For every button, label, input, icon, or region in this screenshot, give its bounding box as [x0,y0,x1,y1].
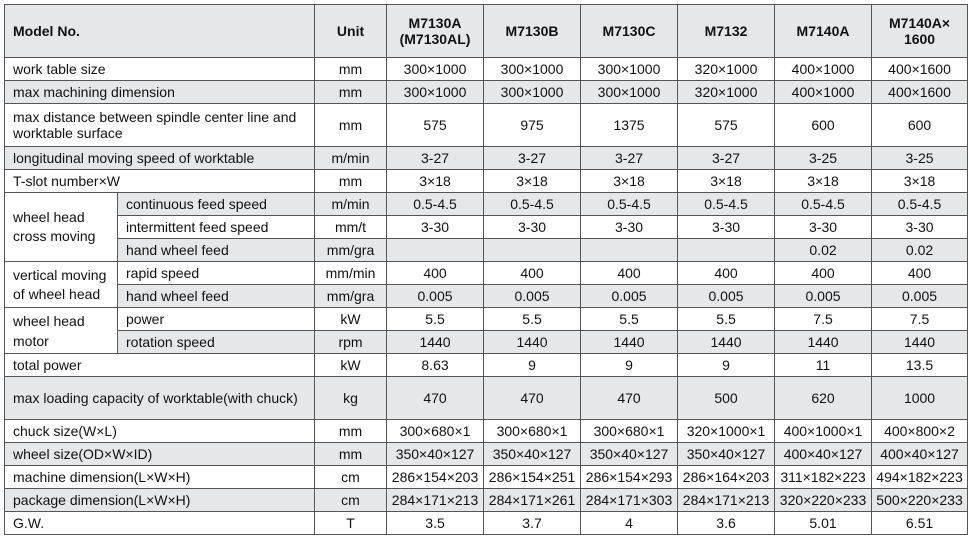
table-cell: 1440 [872,331,968,354]
table-cell: 7.5 [775,308,872,331]
table-cell: 284×171×213 [387,489,484,512]
table-cell: 3-30 [581,216,678,239]
table-row [5,466,968,489]
row-label: max loading capacity of worktable(with chuck) [5,377,315,420]
model-header [581,5,678,58]
table-cell: 9 [484,354,581,377]
table-cell: 3-25 [872,147,968,170]
unit-header: Unit [315,5,387,58]
table-cell: 9 [581,354,678,377]
table-cell: 300×1000 [484,81,581,104]
table-cell: 3-30 [678,216,775,239]
table-row [5,81,968,104]
table-row [5,58,968,81]
table-cell: 470 [387,377,484,420]
table-row [5,377,968,420]
row-unit: mm/gra [315,239,387,262]
row-label: T-slot number×W [5,170,315,193]
row-unit: rpm [315,331,387,354]
table-cell: 400 [581,262,678,285]
row-unit: m/min [315,193,387,216]
row-unit: kW [315,308,387,331]
table-cell: 3×18 [678,170,775,193]
row-unit: mm [315,170,387,193]
table-cell [678,239,775,262]
row-unit: m/min [315,147,387,170]
table-cell: 0.005 [678,285,775,308]
table-cell: 7.5 [872,308,968,331]
table-cell: 500×220×233 [872,489,968,512]
table-cell: 0.5-4.5 [872,193,968,216]
row-label: power [118,308,315,331]
table-cell: 0.02 [872,239,968,262]
table-cell: 470 [484,377,581,420]
table-cell: 284×171×261 [484,489,581,512]
row-label: G.W. [5,512,315,535]
model-header [484,5,581,58]
table-cell: 3-30 [484,216,581,239]
table-cell: 494×182×223 [872,466,968,489]
table-cell: 3.7 [484,512,581,535]
table-cell: 5.5 [678,308,775,331]
row-unit: mm/min [315,262,387,285]
table-cell: 286×154×203 [387,466,484,489]
row-label: chuck size(W×L) [5,420,315,443]
table-row [5,489,968,512]
table-row [5,104,968,147]
table-cell: 400 [775,262,872,285]
table-cell: 6.51 [872,512,968,535]
table-cell: 400×800×2 [872,420,968,443]
table-row [5,443,968,466]
table-cell: 300×1000 [581,58,678,81]
table-cell: 284×171×213 [678,489,775,512]
table-cell: 3-27 [678,147,775,170]
table-cell: 300×1000 [387,58,484,81]
table-cell: 0.5-4.5 [484,193,581,216]
table-cell: 400 [872,262,968,285]
table-cell: 3×18 [484,170,581,193]
table-cell: 350×40×127 [387,443,484,466]
table-cell: 400 [678,262,775,285]
table-cell: 3×18 [581,170,678,193]
table-cell: 400 [484,262,581,285]
table-cell: 1440 [484,331,581,354]
table-cell: 3-27 [484,147,581,170]
table-cell: 1440 [581,331,678,354]
model-header [775,5,872,58]
table-cell: 575 [387,104,484,147]
table-cell: 300×1000 [387,81,484,104]
model-header [387,5,484,58]
table-cell: 286×154×251 [484,466,581,489]
table-cell: 320×220×233 [775,489,872,512]
table-cell: 320×1000 [678,58,775,81]
table-cell: 3-30 [872,216,968,239]
table-cell: 400 [387,262,484,285]
table-cell: 3×18 [775,170,872,193]
row-label: rapid speed [118,262,315,285]
row-unit: kg [315,377,387,420]
table-cell: 400×1000 [775,58,872,81]
table-cell: 300×680×1 [484,420,581,443]
table-cell: 350×40×127 [581,443,678,466]
table-cell: 1000 [872,377,968,420]
table-row [5,308,968,331]
table-cell: 0.5-4.5 [775,193,872,216]
table-cell: 470 [581,377,678,420]
row-unit: mm [315,104,387,147]
row-unit: mm/t [315,216,387,239]
table-cell: 311×182×223 [775,466,872,489]
table-cell: 350×40×127 [484,443,581,466]
table-row [5,216,968,239]
table-cell: 400×1000×1 [775,420,872,443]
row-label: continuous feed speed [118,193,315,216]
table-cell: 0.005 [484,285,581,308]
table-row [5,262,968,285]
table-cell: 3-27 [581,147,678,170]
table-cell: 3.6 [678,512,775,535]
table-cell: 1375 [581,104,678,147]
model-no-header: Model No. [5,5,315,58]
table-row [5,193,968,216]
row-label: rotation speed [118,331,315,354]
table-cell: 3-27 [387,147,484,170]
table-cell: 1440 [387,331,484,354]
table-cell: 350×40×127 [678,443,775,466]
table-cell: 400×40×127 [872,443,968,466]
group-label: wheel head motor [5,308,118,354]
row-unit: kW [315,354,387,377]
table-cell: 5.5 [581,308,678,331]
table-cell: 11 [775,354,872,377]
table-cell: 300×1000 [581,81,678,104]
row-label: package dimension(L×W×H) [5,489,315,512]
table-row [5,512,968,535]
group-label: wheel head cross moving [5,193,118,262]
table-cell: 1440 [775,331,872,354]
table-cell: 320×1000 [678,81,775,104]
row-unit: mm [315,443,387,466]
table-row [5,239,968,262]
table-cell: 0.5-4.5 [581,193,678,216]
table-cell [484,239,581,262]
table-cell: 9 [678,354,775,377]
table-cell: 575 [678,104,775,147]
row-label: machine dimension(L×W×H) [5,466,315,489]
model-header [872,5,968,58]
table-cell: 3×18 [872,170,968,193]
row-label: max distance between spindle center line and worktable surface [5,104,315,147]
table-cell: 620 [775,377,872,420]
row-label: hand wheel feed [118,285,315,308]
table-row [5,420,968,443]
table-cell: 5.5 [484,308,581,331]
table-cell: 286×164×203 [678,466,775,489]
table-cell: 3×18 [387,170,484,193]
table-cell: 0.005 [581,285,678,308]
table-cell: 1440 [678,331,775,354]
row-label: work table size [5,58,315,81]
model-name: M7132 [704,23,748,39]
table-cell: 400×1600 [872,81,968,104]
table-row [5,354,968,377]
row-unit: mm/gra [315,285,387,308]
spec-table [4,4,968,535]
table-row [5,285,968,308]
table-cell: 3.5 [387,512,484,535]
table-cell: 0.5-4.5 [678,193,775,216]
table-cell: 300×680×1 [581,420,678,443]
row-label: hand wheel feed [118,239,315,262]
table-cell: 0.005 [387,285,484,308]
row-label: max machining dimension [5,81,315,104]
table-cell: 300×1000 [484,58,581,81]
table-cell: 400×40×127 [775,443,872,466]
row-label: total power [5,354,315,377]
row-unit: mm [315,81,387,104]
group-label: vertical moving of wheel head [5,262,118,308]
header-row [5,5,968,58]
table-cell: 13.5 [872,354,968,377]
table-cell: 284×171×303 [581,489,678,512]
table-cell: 0.005 [775,285,872,308]
table-row [5,170,968,193]
table-cell: 600 [872,104,968,147]
table-row [5,147,968,170]
table-cell: 400×1600 [872,58,968,81]
row-unit: mm [315,58,387,81]
row-unit: mm [315,420,387,443]
table-cell: 975 [484,104,581,147]
table-cell: 5.01 [775,512,872,535]
row-unit: cm [315,466,387,489]
row-unit: cm [315,489,387,512]
table-cell [387,239,484,262]
table-cell: 286×154×293 [581,466,678,489]
table-row [5,331,968,354]
table-cell: 3-25 [775,147,872,170]
table-cell: 500 [678,377,775,420]
model-header [678,5,775,58]
table-cell: 3-30 [387,216,484,239]
table-cell: 320×1000×1 [678,420,775,443]
model-name: M7140A× 1600 [888,15,951,47]
row-unit: T [315,512,387,535]
table-cell: 600 [775,104,872,147]
table-cell: 5.5 [387,308,484,331]
table-cell: 0.02 [775,239,872,262]
model-name: M7130A (M7130AL) [399,15,471,47]
table-cell: 0.005 [872,285,968,308]
model-name: M7130C [602,23,656,39]
table-cell: 300×680×1 [387,420,484,443]
table-cell: 4 [581,512,678,535]
table-cell: 0.5-4.5 [387,193,484,216]
table-cell: 400×1000 [775,81,872,104]
row-label: longitudinal moving speed of worktable [5,147,315,170]
model-name: M7130B [505,23,559,39]
row-label: wheel size(OD×W×ID) [5,443,315,466]
row-label: intermittent feed speed [118,216,315,239]
table-cell [581,239,678,262]
table-cell: 8.63 [387,354,484,377]
model-name: M7140A [796,23,850,39]
table-cell: 3-30 [775,216,872,239]
